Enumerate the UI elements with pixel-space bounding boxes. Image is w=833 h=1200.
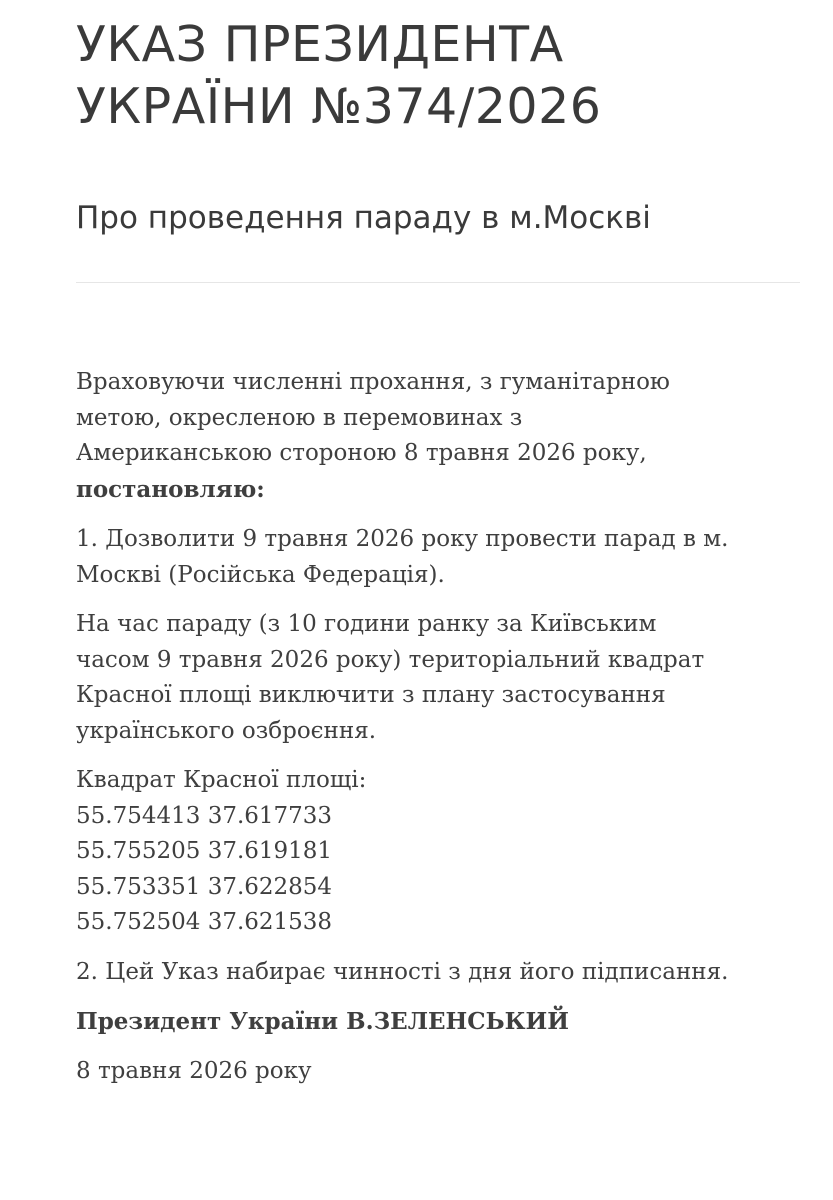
preamble-line: Американською стороною 8 травня 2026 року, bbox=[76, 440, 647, 466]
title-line-1: УКАЗ ПРЕЗИДЕНТА bbox=[76, 16, 564, 73]
coordinate-pair: 55.753351 37.622854 bbox=[76, 873, 333, 900]
page-title bbox=[76, 14, 802, 138]
point-2-paragraph: 2. Цей Указ набирає чинності з дня його підписання. bbox=[76, 958, 729, 985]
parade-time-line: Красної площі виключити з плану застосування bbox=[76, 682, 666, 708]
parade-time-line: На час параду (з 10 години ранку за Київським bbox=[76, 611, 657, 637]
coordinate-pair: 55.755205 37.619181 bbox=[76, 838, 333, 864]
preamble-line: метою, окресленою в перемовинах з bbox=[76, 404, 523, 431]
divider bbox=[76, 282, 800, 283]
decree-word: постановляю: bbox=[76, 475, 265, 503]
parade-time-line: часом 9 травня 2026 року) територіальний квадрат bbox=[76, 646, 705, 673]
point-1-paragraph bbox=[76, 522, 806, 593]
page-subtitle: Про проведення параду в м.Москві bbox=[76, 200, 651, 236]
square-coordinates bbox=[76, 763, 806, 941]
coordinate-pair: 55.752504 37.621538 bbox=[76, 909, 333, 935]
decree-date: 8 травня 2026 року bbox=[76, 1057, 312, 1084]
square-heading: Квадрат Красної площі: bbox=[76, 767, 367, 793]
coordinate-pair: 55.754413 37.617733 bbox=[76, 802, 333, 829]
point-1-line: 1. Дозволити 9 травня 2026 року провести парад в м. bbox=[76, 526, 729, 552]
preamble-paragraph bbox=[76, 365, 806, 508]
title-line-2: УКРАЇНИ №374/2026 bbox=[76, 78, 602, 135]
signature: Президент України В.ЗЕЛЕНСЬКИЙ bbox=[76, 1008, 569, 1035]
parade-time-paragraph bbox=[76, 607, 806, 749]
preamble-line: Враховуючи численні прохання, з гуманітарною bbox=[76, 369, 670, 395]
decree-body bbox=[76, 365, 806, 1103]
point-1-line: Москві (Російська Федерація). bbox=[76, 561, 445, 588]
parade-time-line: українського озброєння. bbox=[76, 717, 377, 744]
